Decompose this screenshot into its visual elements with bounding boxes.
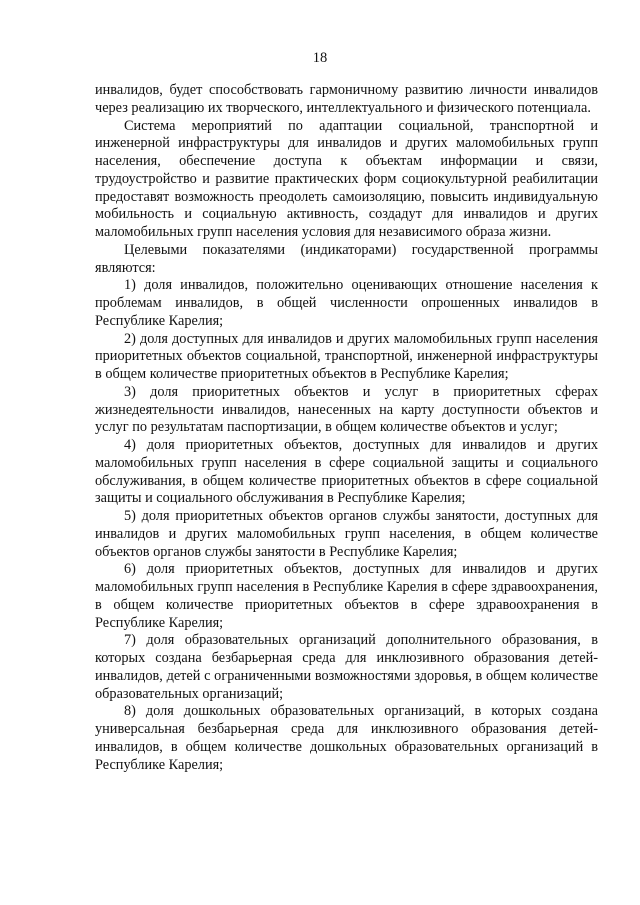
indicator-item-2: 2) доля доступных для инвалидов и других маломобильных групп населения приоритетных объектов социальной, транспортной, инженерной инфраструктуры в общем количестве приоритетных объектов в Республике Карелия;	[95, 330, 598, 382]
page-number: 18	[312, 50, 328, 66]
paragraph-indicators-intro: Целевыми показателями (индикаторами) государственной программы являются:	[95, 241, 598, 276]
paragraph-infrastructure-measures: Система мероприятий по адаптации социальной, транспортной и инженерной инфраструктуры для инвалидов и других маломобильных групп населения, обеспечение доступа к объектам информации и связи, трудоустройство и развитие практических форм социокультурной реабилитации предоставят возможность преодолеть самоизоляцию, повысить индивидуальную мобильность и социальную активность, создадут для инвалидов и других маломобильных групп населения условия для независимого образа жизни.	[95, 117, 598, 240]
indicator-item-1: 1) доля инвалидов, положительно оценивающих отношение населения к проблемам инвалидов, в общей численности опрошенных инвалидов в Республике Карелия;	[95, 277, 598, 329]
indicator-item-8: 8) доля дошкольных образовательных организаций, в которых создана универсальная безбарьерная среда для инклюзивного образования детей-инвалидов, в общем количестве дошкольных образовательных организаций в Республике Карелия;	[95, 703, 598, 773]
indicator-item-4: 4) доля приоритетных объектов, доступных для инвалидов и других маломобильных групп населения в сфере социальной защиты и социального обслуживания, в общем количестве приоритетных объектов в сфере социальной защиты и социального обслуживания в Республике Карелия;	[95, 437, 598, 507]
indicator-item-6: 6) доля приоритетных объектов, доступных для инвалидов и других маломобильных групп населения в Республике Карелия в сфере здравоохранения, в общем количестве приоритетных объектов в сфере здравоохранения в Республике Карелия;	[95, 561, 598, 631]
indicator-item-7: 7) доля образовательных организаций дополнительного образования, в которых создана безбарьерная среда для инклюзивного образования детей-инвалидов, детей с ограниченными возможностями здоровья, в общем количестве образовательных организаций;	[95, 632, 598, 702]
indicator-item-3: 3) доля приоритетных объектов и услуг в приоритетных сферах жизнедеятельности инвалидов, нанесенных на карту доступности объектов и услуг по результатам паспортизации, в общем количестве объектов и услуг;	[95, 383, 598, 436]
document-body	[95, 82, 598, 774]
indicator-item-5: 5) доля приоритетных объектов органов службы занятости, доступных для инвалидов и других маломобильных групп населения, в общем количестве объектов органов службы занятости в Республике Карелия;	[95, 508, 598, 560]
paragraph-continuation: инвалидов, будет способствовать гармоничному развитию личности инвалидов через реализацию их творческого, интеллектуального и физического потенциала.	[95, 82, 598, 116]
